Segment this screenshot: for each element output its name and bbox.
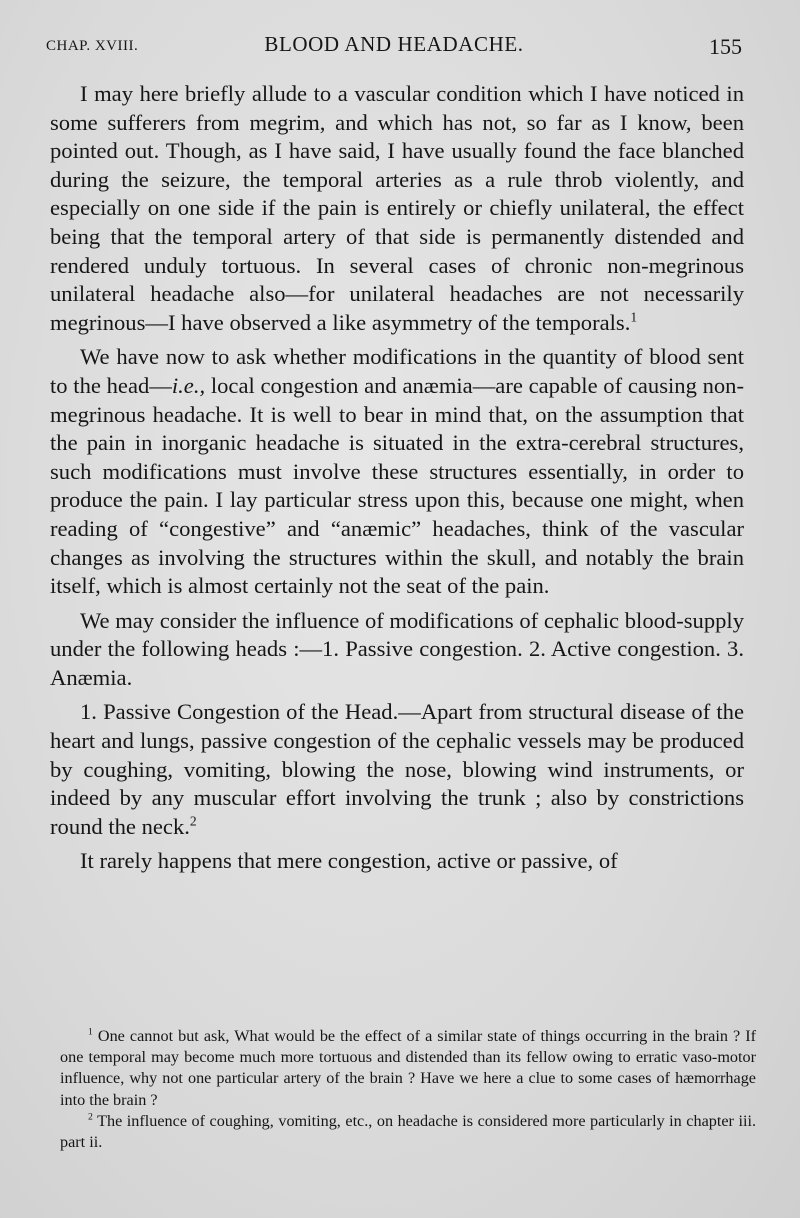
paragraph-text: We have now to ask whether modifications in the quantity of blood sent to the head— [50,344,744,398]
paragraph-text: local congestion and anæmia—are capable of causing non-megrinous headache. It is well to bear in mind that, on the assumption that the pain in inorganic headache is situated in the extra-cerebral structures, such modifications must involve these structures essentially, in order to produce the pain. I lay particular stress upon this, because one might, when reading of “congestive” and “anæmic” headaches, think of the vascular changes as involving the structures within the skull, and notably the brain itself, which is almost certainly not the seat of the pain. [50,372,745,599]
page-number: 155 [709,34,742,59]
italic-abbreviation: i.e., [171,372,206,398]
paragraph [50,80,744,337]
paragraph [50,607,744,693]
paragraph-text: 1. Passive Congestion of the Head.—Apart from structural disease of the heart and lungs, passive congestion of the cephalic vessels may be produced by coughing, vomiting, blowing the nose, blowing wind instruments, or indeed by any muscular effort involving the trunk ; also by constrictions round the neck. [50,699,744,839]
paragraph [50,698,744,841]
paragraph [50,847,744,876]
footnote [60,1111,756,1153]
paragraph-text: I may here briefly allude to a vascular condition which I have noticed in some sufferers from megrim, and which has not, so far as I know, been pointed out. Though, as I have said, I have usually found the face blanched during the seizure, the temporal arteries as a rule throb violently, and especially on one side if the pain is entirely or chiefly unilateral, the effect being that the temporal artery of that side is permanently distended and rendered unduly tortuous. In several cases of chronic non-megrinous unilateral headache also—for unilateral headaches are not necessarily megrinous—I have observed a like asymmetry of the temporals. [50,81,744,335]
chapter-label: CHAP. XVIII. [46,38,139,54]
footnote-text: The influence of coughing, vomiting, etc., on headache is considered more particularly in chapter iii. part ii. [60,1111,756,1152]
paragraph-text: We may consider the influence of modifications of cephalic blood-supply under the following heads :—1. Passive congestion. 2. Active congestion. 3. Anæmia. [50,607,744,690]
footnote [60,1026,756,1111]
footnote-ref: 1 [630,309,638,325]
running-header [46,32,742,62]
body-text [50,80,744,876]
paragraph [50,343,744,600]
footnote-ref: 2 [189,813,197,829]
running-title: BLOOD AND HEADACHE. [264,32,524,56]
footnote-text: One cannot but ask, What would be the effect of a similar state of things occurring in the brain ? If one temporal may become much more tortuous and distended than its fellow owing to erratic vaso-motor influence, why not one particular artery of the brain ? Have we here a clue to some cases of hæmorrhage into the brain ? [60,1027,756,1109]
footnote-marker: 1 [88,1026,93,1038]
footnote-marker: 2 [88,1111,93,1123]
paragraph-text: It rarely happens that mere congestion, active or passive, of [80,848,618,874]
footnotes [60,1026,756,1153]
